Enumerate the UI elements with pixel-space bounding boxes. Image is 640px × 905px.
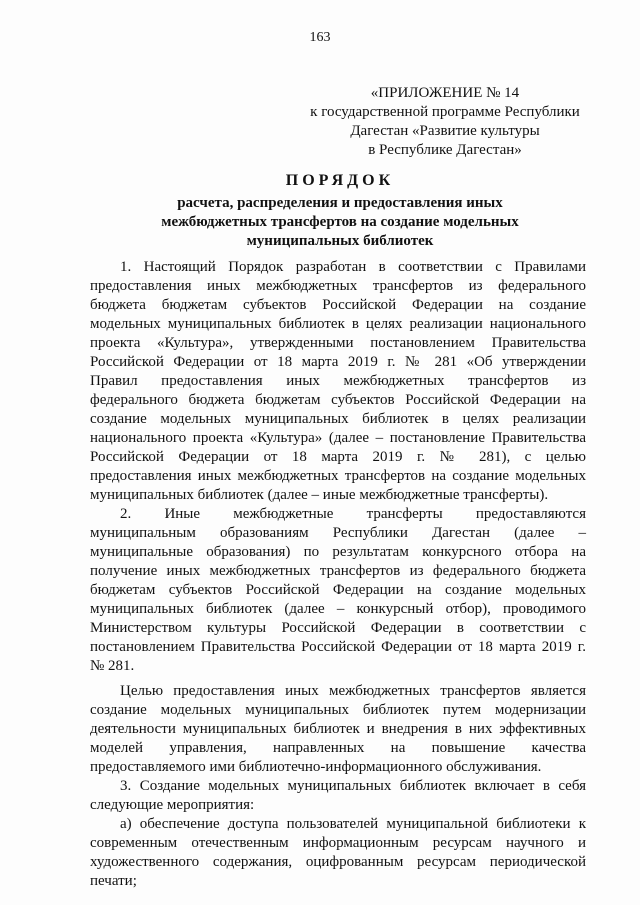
text-line: бюджета бюджетам субъектов Российской Федерации на создание [90, 297, 586, 313]
paragraph-2 [90, 505, 586, 676]
text-line: деятельности муниципальных библиотек и внедрения в них эффективных [90, 721, 586, 737]
appendix-header [300, 84, 590, 160]
appendix-line: к государственной программе Республики [310, 104, 580, 120]
text-line: следующие мероприятия: [90, 797, 255, 813]
text-line: 1. Настоящий Порядок разработан в соответствии с Правилами [120, 259, 586, 275]
text-line: 3. Создание модельных муниципальных библиотек включает в себя [120, 778, 586, 794]
text-line: предоставляемого ими библиотечно-информационного обслуживания. [90, 759, 542, 775]
page-number: 163 [309, 30, 331, 45]
document-body [90, 258, 586, 891]
text-line: № 281. [90, 658, 135, 674]
paragraph-1 [90, 258, 586, 505]
text-line: художественного содержания, оцифрованным ресурсам периодической [90, 854, 586, 870]
text-line: муниципальных библиотек (далее – иные межбюджетные трансферты). [90, 487, 549, 503]
text-line: современным отечественным информационным ресурсам научного и [90, 835, 586, 851]
subtitle-line: межбюджетных трансфертов на создание модельных [161, 214, 519, 230]
text-line: федерального бюджета бюджетам субъектов Российской Федерации на [90, 392, 586, 408]
appendix-line: в Республике Дагестан» [368, 142, 522, 158]
paragraph-3 [90, 682, 586, 777]
paragraph-5 [90, 815, 586, 891]
title-subtitle [90, 194, 590, 251]
title-main: ПОРЯДОК [285, 172, 395, 189]
subtitle-line: муниципальных библиотек [246, 233, 434, 249]
appendix-line: Дагестан «Развитие культуры [350, 123, 540, 139]
text-line: проекта «Культура», утвержденными постановлением Правительства [90, 335, 586, 351]
text-line: создание модельных муниципальных библиотек в целях реализации [90, 411, 586, 427]
text-line: Правил предоставления иных межбюджетных трансфертов из [90, 373, 586, 389]
text-line: муниципальных библиотек (далее – конкурсный отбор), проводимого [90, 601, 586, 617]
text-line: бюджетам субъектов Российской Федерации на создание модельных [90, 582, 586, 598]
text-line: национального проекта «Культура» (далее – постановление Правительства [90, 430, 586, 446]
text-line: моделей управления, направленных на повышение качества [90, 740, 586, 756]
paragraph-4 [90, 777, 586, 815]
subtitle-line: расчета, распределения и предоставления иных [177, 195, 503, 211]
text-line: Российской Федерации от 18 марта 2019 г. № 281 «Об утверждении [90, 354, 586, 370]
text-line: Российской Федерации от 18 марта 2019 г. № 281), с целью [90, 449, 586, 465]
text-line: предоставления иных межбюджетных трансфертов на создание модельных [90, 468, 586, 484]
appendix-line: «ПРИЛОЖЕНИЕ № 14 [370, 85, 520, 101]
text-line: Министерством культуры Российской Федерации в соответствии с [90, 620, 586, 636]
text-line: муниципальные образования) по результатам конкурсного отбора на [90, 544, 586, 560]
text-line: постановлением Правительства Российской Федерации от 18 марта 2019 г. [90, 639, 586, 655]
text-line: модельных муниципальных библиотек в целях реализации национального [90, 316, 586, 332]
text-line: печати; [90, 873, 137, 889]
text-line: получение иных межбюджетных трансфертов из федерального бюджета [90, 563, 586, 579]
text-line: 2. Иные межбюджетные трансферты предоставляются [120, 506, 586, 522]
document-title [90, 172, 590, 251]
text-line: предоставления иных межбюджетных трансфертов из федерального [90, 278, 586, 294]
text-line: создание модельных муниципальных библиотек путем модернизации [90, 702, 586, 718]
text-line: Целью предоставления иных межбюджетных трансфертов является [120, 683, 586, 699]
text-line: а) обеспечение доступа пользователей муниципальной библиотеки к [120, 816, 586, 832]
text-line: муниципальным образованиям Республики Дагестан (далее – [90, 525, 586, 541]
